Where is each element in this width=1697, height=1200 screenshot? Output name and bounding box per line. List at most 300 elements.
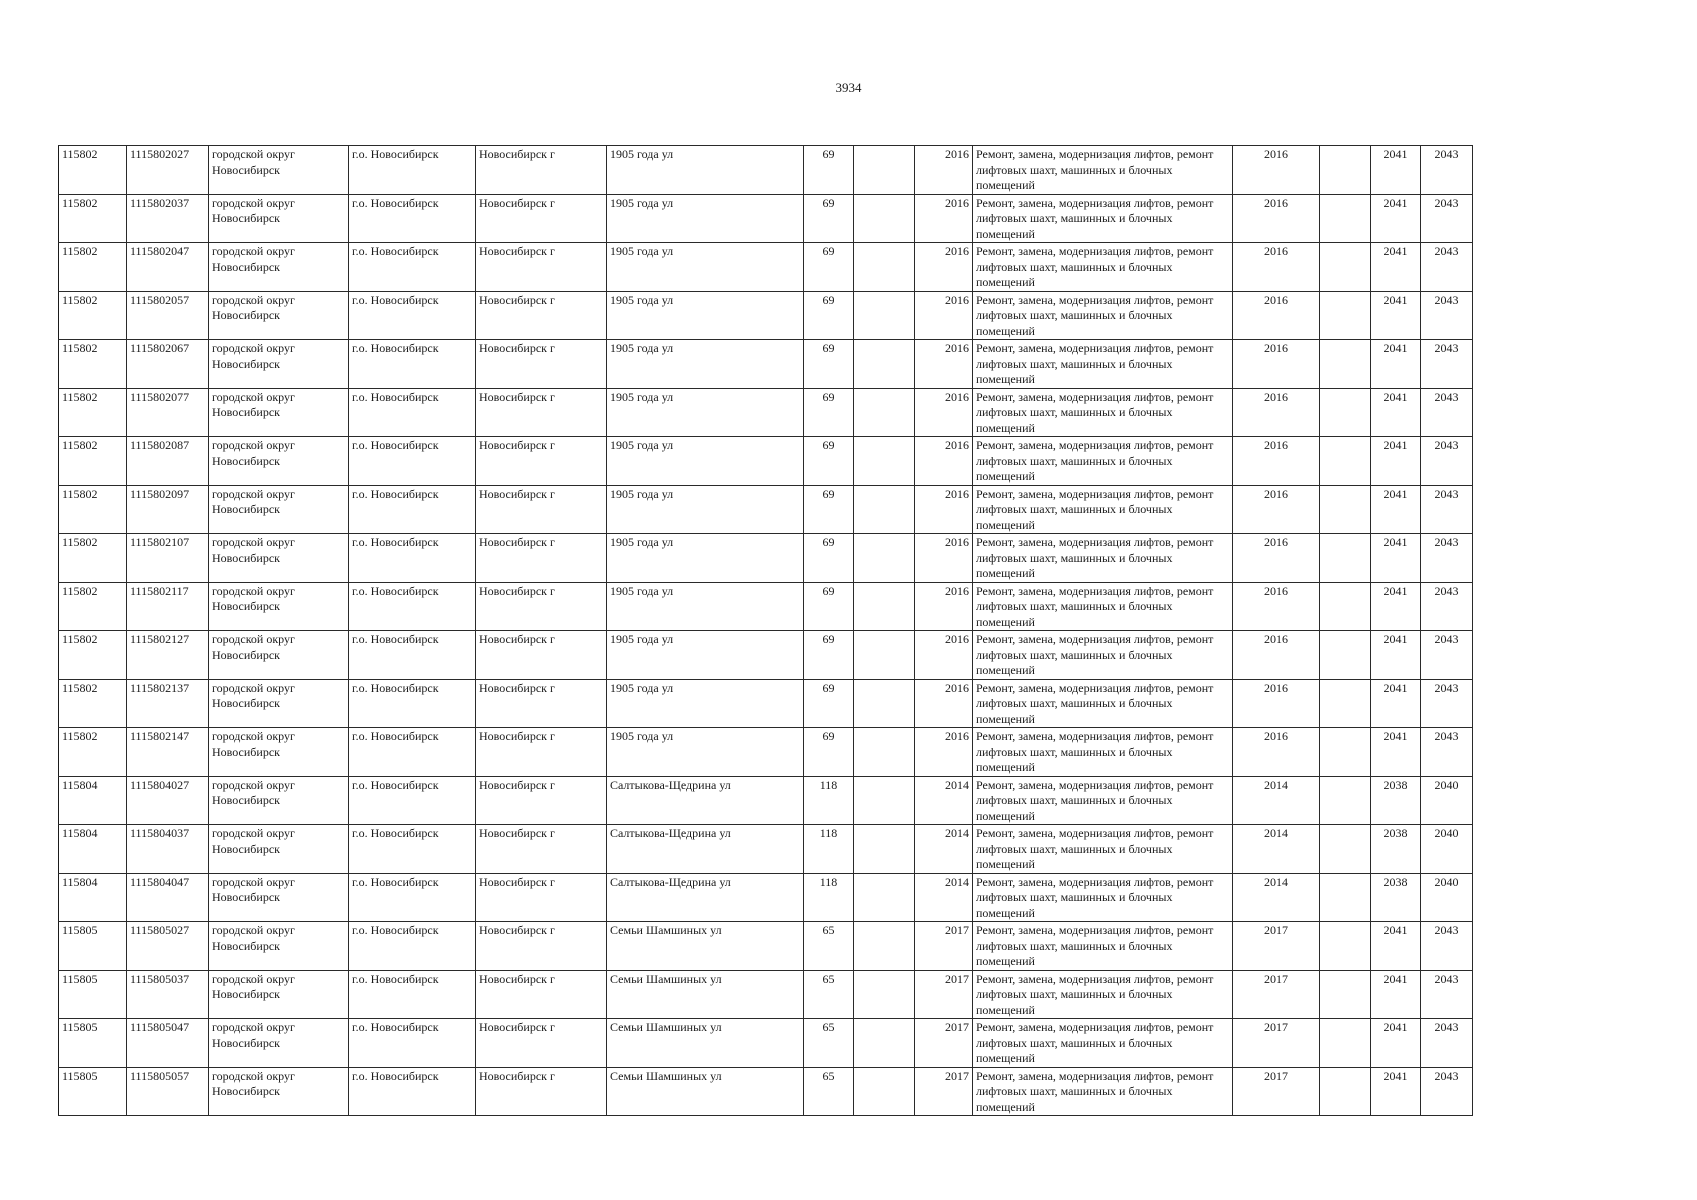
cell-year-built: 2016 — [915, 437, 973, 486]
cell-plan-end: 2040 — [1421, 776, 1473, 825]
cell-street: Семьи Шамшиных ул — [607, 1019, 804, 1068]
cell-house: 69 — [804, 631, 854, 680]
cell-municipality: г.о. Новосибирск — [349, 970, 476, 1019]
cell-id: 1115802037 — [127, 194, 209, 243]
cell-work-year: 2017 — [1233, 1067, 1320, 1116]
cell-street: Салтыкова-Щедрина ул — [607, 873, 804, 922]
cell-code: 115802 — [59, 291, 127, 340]
cell-work-year: 2016 — [1233, 582, 1320, 631]
cell-year-built: 2016 — [915, 194, 973, 243]
cell-plan-start: 2041 — [1371, 485, 1421, 534]
cell-blank — [1320, 243, 1371, 292]
cell-blank — [1320, 146, 1371, 195]
cell-plan-end: 2043 — [1421, 970, 1473, 1019]
cell-house: 69 — [804, 437, 854, 486]
cell-extra — [854, 776, 915, 825]
cell-id: 1115804047 — [127, 873, 209, 922]
cell-work-year: 2014 — [1233, 825, 1320, 874]
cell-work: Ремонт, замена, модернизация лифтов, ремонт лифтовых шахт, машинных и блочных помещений — [973, 631, 1233, 680]
cell-house: 69 — [804, 194, 854, 243]
table-row — [59, 291, 1473, 340]
cell-work: Ремонт, замена, модернизация лифтов, ремонт лифтовых шахт, машинных и блочных помещений — [973, 243, 1233, 292]
cell-street: 1905 года ул — [607, 388, 804, 437]
table-row — [59, 825, 1473, 874]
cell-work: Ремонт, замена, модернизация лифтов, ремонт лифтовых шахт, машинных и блочных помещений — [973, 485, 1233, 534]
cell-district: городской округ Новосибирск — [209, 825, 349, 874]
table-row — [59, 873, 1473, 922]
cell-street: Семьи Шамшиных ул — [607, 1067, 804, 1116]
cell-plan-end: 2043 — [1421, 485, 1473, 534]
cell-city: Новосибирск г — [476, 1019, 607, 1068]
cell-house: 69 — [804, 340, 854, 389]
cell-house: 69 — [804, 679, 854, 728]
cell-city: Новосибирск г — [476, 291, 607, 340]
cell-city: Новосибирск г — [476, 340, 607, 389]
cell-id: 1115802027 — [127, 146, 209, 195]
cell-house: 65 — [804, 970, 854, 1019]
cell-extra — [854, 194, 915, 243]
cell-street: 1905 года ул — [607, 582, 804, 631]
cell-street: 1905 года ул — [607, 243, 804, 292]
cell-work-year: 2014 — [1233, 776, 1320, 825]
cell-work: Ремонт, замена, модернизация лифтов, ремонт лифтовых шахт, машинных и блочных помещений — [973, 437, 1233, 486]
cell-extra — [854, 679, 915, 728]
cell-blank — [1320, 582, 1371, 631]
cell-work-year: 2016 — [1233, 728, 1320, 777]
cell-city: Новосибирск г — [476, 582, 607, 631]
cell-blank — [1320, 291, 1371, 340]
cell-id: 1115802087 — [127, 437, 209, 486]
cell-id: 1115804027 — [127, 776, 209, 825]
cell-work-year: 2016 — [1233, 194, 1320, 243]
table-row — [59, 437, 1473, 486]
cell-blank — [1320, 1067, 1371, 1116]
cell-city: Новосибирск г — [476, 970, 607, 1019]
cell-street: 1905 года ул — [607, 291, 804, 340]
cell-code: 115804 — [59, 873, 127, 922]
cell-work: Ремонт, замена, модернизация лифтов, ремонт лифтовых шахт, машинных и блочных помещений — [973, 679, 1233, 728]
cell-year-built: 2017 — [915, 970, 973, 1019]
cell-plan-end: 2040 — [1421, 825, 1473, 874]
cell-district: городской округ Новосибирск — [209, 291, 349, 340]
cell-work-year: 2016 — [1233, 437, 1320, 486]
cell-plan-end: 2043 — [1421, 194, 1473, 243]
cell-work: Ремонт, замена, модернизация лифтов, ремонт лифтовых шахт, машинных и блочных помещений — [973, 922, 1233, 971]
cell-municipality: г.о. Новосибирск — [349, 388, 476, 437]
cell-blank — [1320, 679, 1371, 728]
cell-house: 69 — [804, 534, 854, 583]
cell-plan-start: 2038 — [1371, 873, 1421, 922]
cell-work: Ремонт, замена, модернизация лифтов, ремонт лифтовых шахт, машинных и блочных помещений — [973, 194, 1233, 243]
cell-city: Новосибирск г — [476, 728, 607, 777]
cell-street: 1905 года ул — [607, 340, 804, 389]
cell-city: Новосибирск г — [476, 388, 607, 437]
cell-district: городской округ Новосибирск — [209, 631, 349, 680]
register-body — [59, 146, 1473, 1116]
cell-year-built: 2016 — [915, 582, 973, 631]
cell-district: городской округ Новосибирск — [209, 679, 349, 728]
cell-house: 118 — [804, 825, 854, 874]
cell-work: Ремонт, замена, модернизация лифтов, ремонт лифтовых шахт, машинных и блочных помещений — [973, 776, 1233, 825]
table-row — [59, 146, 1473, 195]
cell-work: Ремонт, замена, модернизация лифтов, ремонт лифтовых шахт, машинных и блочных помещений — [973, 146, 1233, 195]
cell-work-year: 2016 — [1233, 243, 1320, 292]
cell-work-year: 2016 — [1233, 679, 1320, 728]
cell-year-built: 2017 — [915, 1067, 973, 1116]
cell-street: 1905 года ул — [607, 534, 804, 583]
table-row — [59, 776, 1473, 825]
cell-extra — [854, 388, 915, 437]
cell-plan-start: 2041 — [1371, 534, 1421, 583]
cell-id: 1115804037 — [127, 825, 209, 874]
cell-city: Новосибирск г — [476, 485, 607, 534]
cell-work: Ремонт, замена, модернизация лифтов, ремонт лифтовых шахт, машинных и блочных помещений — [973, 1019, 1233, 1068]
cell-code: 115802 — [59, 485, 127, 534]
cell-year-built: 2017 — [915, 922, 973, 971]
table-row — [59, 582, 1473, 631]
cell-house: 69 — [804, 728, 854, 777]
cell-plan-start: 2041 — [1371, 679, 1421, 728]
cell-city: Новосибирск г — [476, 776, 607, 825]
cell-code: 115805 — [59, 1019, 127, 1068]
cell-year-built: 2016 — [915, 631, 973, 680]
cell-id: 1115802107 — [127, 534, 209, 583]
cell-district: городской округ Новосибирск — [209, 970, 349, 1019]
cell-plan-start: 2041 — [1371, 1019, 1421, 1068]
cell-code: 115802 — [59, 194, 127, 243]
cell-code: 115802 — [59, 679, 127, 728]
cell-city: Новосибирск г — [476, 631, 607, 680]
cell-street: 1905 года ул — [607, 728, 804, 777]
cell-extra — [854, 291, 915, 340]
cell-blank — [1320, 437, 1371, 486]
cell-year-built: 2014 — [915, 825, 973, 874]
cell-plan-start: 2038 — [1371, 776, 1421, 825]
cell-street: 1905 года ул — [607, 631, 804, 680]
cell-code: 115802 — [59, 243, 127, 292]
cell-municipality: г.о. Новосибирск — [349, 291, 476, 340]
cell-municipality: г.о. Новосибирск — [349, 1067, 476, 1116]
cell-blank — [1320, 534, 1371, 583]
cell-plan-end: 2043 — [1421, 922, 1473, 971]
cell-work: Ремонт, замена, модернизация лифтов, ремонт лифтовых шахт, машинных и блочных помещений — [973, 291, 1233, 340]
cell-plan-start: 2041 — [1371, 243, 1421, 292]
cell-extra — [854, 970, 915, 1019]
cell-street: 1905 года ул — [607, 437, 804, 486]
cell-city: Новосибирск г — [476, 922, 607, 971]
cell-year-built: 2014 — [915, 873, 973, 922]
cell-id: 1115802147 — [127, 728, 209, 777]
cell-extra — [854, 534, 915, 583]
cell-street: Семьи Шамшиных ул — [607, 922, 804, 971]
cell-year-built: 2016 — [915, 291, 973, 340]
cell-extra — [854, 728, 915, 777]
cell-municipality: г.о. Новосибирск — [349, 679, 476, 728]
cell-id: 1115802067 — [127, 340, 209, 389]
cell-work-year: 2016 — [1233, 291, 1320, 340]
cell-work-year: 2017 — [1233, 1019, 1320, 1068]
cell-street: 1905 года ул — [607, 485, 804, 534]
cell-id: 1115802127 — [127, 631, 209, 680]
cell-work-year: 2016 — [1233, 534, 1320, 583]
cell-plan-end: 2043 — [1421, 582, 1473, 631]
cell-municipality: г.о. Новосибирск — [349, 534, 476, 583]
cell-house: 65 — [804, 922, 854, 971]
cell-id: 1115802077 — [127, 388, 209, 437]
cell-district: городской округ Новосибирск — [209, 534, 349, 583]
cell-municipality: г.о. Новосибирск — [349, 728, 476, 777]
cell-blank — [1320, 825, 1371, 874]
cell-plan-end: 2043 — [1421, 291, 1473, 340]
cell-extra — [854, 243, 915, 292]
cell-municipality: г.о. Новосибирск — [349, 776, 476, 825]
cell-work: Ремонт, замена, модернизация лифтов, ремонт лифтовых шахт, машинных и блочных помещений — [973, 825, 1233, 874]
cell-extra — [854, 825, 915, 874]
cell-year-built: 2016 — [915, 388, 973, 437]
cell-blank — [1320, 485, 1371, 534]
cell-city: Новосибирск г — [476, 1067, 607, 1116]
cell-house: 65 — [804, 1067, 854, 1116]
cell-plan-end: 2043 — [1421, 1067, 1473, 1116]
cell-code: 115804 — [59, 776, 127, 825]
cell-work: Ремонт, замена, модернизация лифтов, ремонт лифтовых шахт, машинных и блочных помещений — [973, 873, 1233, 922]
cell-plan-end: 2043 — [1421, 388, 1473, 437]
cell-plan-end: 2043 — [1421, 728, 1473, 777]
cell-city: Новосибирск г — [476, 534, 607, 583]
cell-street: Семьи Шамшиных ул — [607, 970, 804, 1019]
cell-city: Новосибирск г — [476, 679, 607, 728]
cell-year-built: 2016 — [915, 146, 973, 195]
cell-district: городской округ Новосибирск — [209, 194, 349, 243]
cell-work-year: 2017 — [1233, 922, 1320, 971]
cell-extra — [854, 340, 915, 389]
cell-district: городской округ Новосибирск — [209, 243, 349, 292]
cell-house: 69 — [804, 146, 854, 195]
cell-municipality: г.о. Новосибирск — [349, 437, 476, 486]
cell-plan-start: 2041 — [1371, 922, 1421, 971]
cell-plan-start: 2041 — [1371, 146, 1421, 195]
cell-plan-end: 2043 — [1421, 437, 1473, 486]
cell-street: Салтыкова-Щедрина ул — [607, 825, 804, 874]
cell-code: 115802 — [59, 534, 127, 583]
cell-work-year: 2016 — [1233, 388, 1320, 437]
cell-year-built: 2016 — [915, 340, 973, 389]
cell-blank — [1320, 970, 1371, 1019]
table-row — [59, 1067, 1473, 1116]
cell-municipality: г.о. Новосибирск — [349, 825, 476, 874]
cell-extra — [854, 582, 915, 631]
cell-municipality: г.о. Новосибирск — [349, 194, 476, 243]
table-row — [59, 534, 1473, 583]
table-row — [59, 194, 1473, 243]
cell-municipality: г.о. Новосибирск — [349, 340, 476, 389]
table-row — [59, 485, 1473, 534]
cell-house: 69 — [804, 388, 854, 437]
cell-city: Новосибирск г — [476, 437, 607, 486]
cell-extra — [854, 437, 915, 486]
cell-code: 115802 — [59, 340, 127, 389]
table-row — [59, 340, 1473, 389]
cell-code: 115802 — [59, 631, 127, 680]
cell-work: Ремонт, замена, модернизация лифтов, ремонт лифтовых шахт, машинных и блочных помещений — [973, 582, 1233, 631]
cell-district: городской округ Новосибирск — [209, 388, 349, 437]
table-row — [59, 679, 1473, 728]
cell-id: 1115802047 — [127, 243, 209, 292]
cell-district: городской округ Новосибирск — [209, 1067, 349, 1116]
cell-street: Салтыкова-Щедрина ул — [607, 776, 804, 825]
cell-blank — [1320, 388, 1371, 437]
cell-plan-start: 2041 — [1371, 582, 1421, 631]
cell-work: Ремонт, замена, модернизация лифтов, ремонт лифтовых шахт, машинных и блочных помещений — [973, 728, 1233, 777]
cell-extra — [854, 631, 915, 680]
cell-district: городской округ Новосибирск — [209, 1019, 349, 1068]
cell-code: 115805 — [59, 970, 127, 1019]
cell-code: 115802 — [59, 582, 127, 631]
cell-id: 1115805037 — [127, 970, 209, 1019]
cell-id: 1115802057 — [127, 291, 209, 340]
cell-id: 1115802137 — [127, 679, 209, 728]
cell-blank — [1320, 922, 1371, 971]
cell-district: городской округ Новосибирск — [209, 146, 349, 195]
table-row — [59, 970, 1473, 1019]
cell-code: 115805 — [59, 1067, 127, 1116]
cell-blank — [1320, 1019, 1371, 1068]
cell-year-built: 2016 — [915, 728, 973, 777]
cell-plan-end: 2043 — [1421, 679, 1473, 728]
cell-municipality: г.о. Новосибирск — [349, 922, 476, 971]
table-row — [59, 388, 1473, 437]
cell-plan-end: 2043 — [1421, 146, 1473, 195]
cell-work-year: 2014 — [1233, 873, 1320, 922]
cell-plan-start: 2041 — [1371, 340, 1421, 389]
cell-plan-start: 2041 — [1371, 388, 1421, 437]
cell-plan-start: 2041 — [1371, 631, 1421, 680]
cell-street: 1905 года ул — [607, 146, 804, 195]
cell-id: 1115805057 — [127, 1067, 209, 1116]
cell-blank — [1320, 340, 1371, 389]
table-row — [59, 243, 1473, 292]
cell-city: Новосибирск г — [476, 243, 607, 292]
cell-extra — [854, 146, 915, 195]
cell-house: 69 — [804, 291, 854, 340]
cell-blank — [1320, 194, 1371, 243]
cell-district: городской округ Новосибирск — [209, 776, 349, 825]
cell-city: Новосибирск г — [476, 146, 607, 195]
cell-extra — [854, 485, 915, 534]
cell-blank — [1320, 873, 1371, 922]
table-row — [59, 631, 1473, 680]
cell-year-built: 2014 — [915, 776, 973, 825]
cell-house: 118 — [804, 776, 854, 825]
cell-work-year: 2016 — [1233, 485, 1320, 534]
cell-municipality: г.о. Новосибирск — [349, 1019, 476, 1068]
cell-municipality: г.о. Новосибирск — [349, 873, 476, 922]
cell-street: 1905 года ул — [607, 679, 804, 728]
cell-id: 1115805047 — [127, 1019, 209, 1068]
cell-code: 115802 — [59, 146, 127, 195]
cell-work: Ремонт, замена, модернизация лифтов, ремонт лифтовых шахт, машинных и блочных помещений — [973, 970, 1233, 1019]
cell-id: 1115802117 — [127, 582, 209, 631]
cell-code: 115802 — [59, 388, 127, 437]
cell-code: 115804 — [59, 825, 127, 874]
cell-plan-start: 2041 — [1371, 728, 1421, 777]
cell-plan-start: 2041 — [1371, 970, 1421, 1019]
cell-district: городской округ Новосибирск — [209, 922, 349, 971]
cell-work-year: 2017 — [1233, 970, 1320, 1019]
cell-municipality: г.о. Новосибирск — [349, 631, 476, 680]
cell-municipality: г.о. Новосибирск — [349, 582, 476, 631]
cell-plan-end: 2043 — [1421, 1019, 1473, 1068]
cell-work: Ремонт, замена, модернизация лифтов, ремонт лифтовых шахт, машинных и блочных помещений — [973, 1067, 1233, 1116]
table-row — [59, 728, 1473, 777]
cell-plan-end: 2043 — [1421, 243, 1473, 292]
cell-code: 115802 — [59, 437, 127, 486]
cell-municipality: г.о. Новосибирск — [349, 243, 476, 292]
cell-plan-start: 2038 — [1371, 825, 1421, 874]
page-number: 3934 — [835, 80, 862, 95]
cell-plan-end: 2043 — [1421, 340, 1473, 389]
cell-city: Новосибирск г — [476, 825, 607, 874]
cell-extra — [854, 873, 915, 922]
cell-house: 69 — [804, 582, 854, 631]
cell-work-year: 2016 — [1233, 146, 1320, 195]
cell-code: 115805 — [59, 922, 127, 971]
cell-district: городской округ Новосибирск — [209, 485, 349, 534]
cell-year-built: 2016 — [915, 534, 973, 583]
cell-plan-end: 2040 — [1421, 873, 1473, 922]
cell-work: Ремонт, замена, модернизация лифтов, ремонт лифтовых шахт, машинных и блочных помещений — [973, 388, 1233, 437]
cell-year-built: 2016 — [915, 243, 973, 292]
cell-house: 118 — [804, 873, 854, 922]
cell-district: городской округ Новосибирск — [209, 437, 349, 486]
cell-house: 69 — [804, 485, 854, 534]
cell-code: 115802 — [59, 728, 127, 777]
cell-blank — [1320, 728, 1371, 777]
table-row — [59, 1019, 1473, 1068]
cell-year-built: 2016 — [915, 679, 973, 728]
cell-year-built: 2017 — [915, 1019, 973, 1068]
cell-year-built: 2016 — [915, 485, 973, 534]
cell-district: городской округ Новосибирск — [209, 582, 349, 631]
cell-district: городской округ Новосибирск — [209, 340, 349, 389]
cell-municipality: г.о. Новосибирск — [349, 485, 476, 534]
cell-work: Ремонт, замена, модернизация лифтов, ремонт лифтовых шахт, машинных и блочных помещений — [973, 534, 1233, 583]
cell-id: 1115802097 — [127, 485, 209, 534]
cell-work: Ремонт, замена, модернизация лифтов, ремонт лифтовых шахт, машинных и блочных помещений — [973, 340, 1233, 389]
cell-house: 65 — [804, 1019, 854, 1068]
cell-blank — [1320, 776, 1371, 825]
cell-extra — [854, 1067, 915, 1116]
cell-plan-start: 2041 — [1371, 437, 1421, 486]
register-table — [58, 145, 1473, 1116]
table-row — [59, 922, 1473, 971]
cell-plan-end: 2043 — [1421, 534, 1473, 583]
cell-plan-end: 2043 — [1421, 631, 1473, 680]
cell-district: городской округ Новосибирск — [209, 728, 349, 777]
cell-city: Новосибирск г — [476, 194, 607, 243]
cell-id: 1115805027 — [127, 922, 209, 971]
cell-work-year: 2016 — [1233, 340, 1320, 389]
cell-city: Новосибирск г — [476, 873, 607, 922]
cell-blank — [1320, 631, 1371, 680]
cell-street: 1905 года ул — [607, 194, 804, 243]
cell-municipality: г.о. Новосибирск — [349, 146, 476, 195]
cell-house: 69 — [804, 243, 854, 292]
cell-work-year: 2016 — [1233, 631, 1320, 680]
cell-extra — [854, 1019, 915, 1068]
cell-extra — [854, 922, 915, 971]
cell-plan-start: 2041 — [1371, 1067, 1421, 1116]
